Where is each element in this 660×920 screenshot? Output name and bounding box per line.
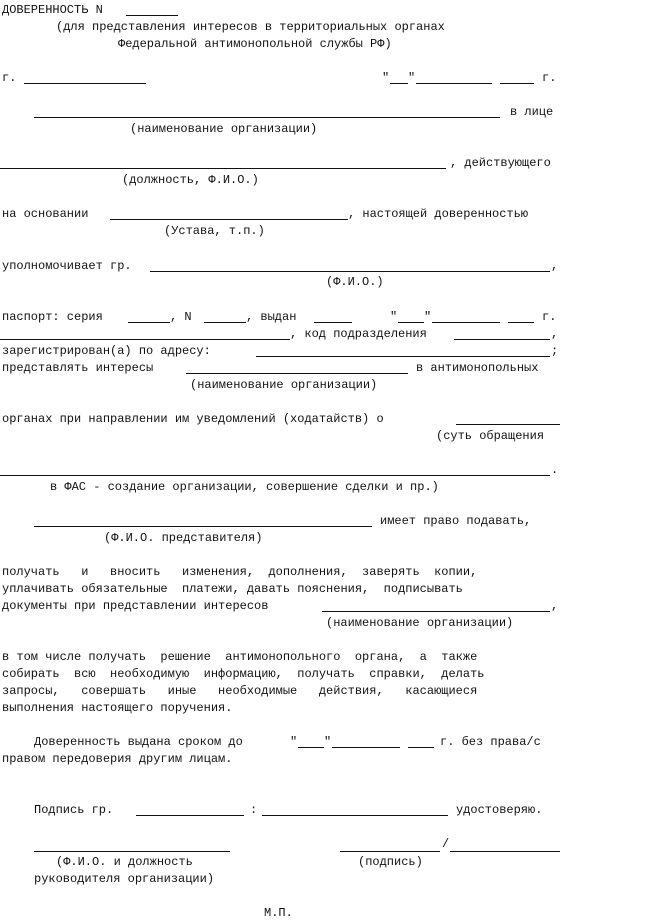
semicolon: ; xyxy=(551,344,559,358)
sign-caption: (подпись) xyxy=(358,855,423,869)
issued-by-field[interactable] xyxy=(314,322,352,323)
essence-field-2[interactable] xyxy=(0,475,550,476)
validity-label: Доверенность выдана сроком до xyxy=(34,735,243,749)
redelegation-label: правом передоверия другим лицам. xyxy=(2,752,233,766)
validity-month-field[interactable] xyxy=(332,747,400,748)
head-name-field[interactable] xyxy=(34,851,230,852)
issue-day-field[interactable] xyxy=(398,322,424,323)
position-fio-caption: (должность, Ф.И.О.) xyxy=(122,173,259,187)
issuing-authority-field[interactable] xyxy=(0,339,290,340)
document-number-field[interactable] xyxy=(126,15,178,16)
year-suffix: г. xyxy=(542,71,557,85)
dept-code-label: , код подразделения xyxy=(290,327,427,341)
passport-series-field[interactable] xyxy=(128,322,170,323)
certification-field[interactable] xyxy=(262,815,448,816)
colon: : xyxy=(250,803,258,817)
validity-quote-close: " xyxy=(324,735,332,749)
powers-line-2: уплачивать обязательные платежи, давать пояснения, подписывать xyxy=(2,582,463,596)
comma-3: , xyxy=(551,599,559,613)
passport-number-label: , N xyxy=(170,310,192,324)
represent-label: представлять интересы xyxy=(2,361,154,375)
bodies-line: органах при направлении им уведомлений (ходатайств) о xyxy=(2,412,384,426)
represented-org-field[interactable] xyxy=(186,373,408,374)
city-field[interactable] xyxy=(24,83,146,84)
subtitle-line-2: Федеральной антимонопольной службы РФ) xyxy=(118,37,392,51)
signature-of-label: Подпись гр. xyxy=(34,803,114,817)
organization-name-field[interactable] xyxy=(34,117,500,118)
org-name-caption-2: (наименование организации) xyxy=(190,378,378,392)
basis-field[interactable] xyxy=(110,219,348,220)
registered-label: зарегистрирован(а) по адресу: xyxy=(2,344,211,358)
city-prefix: г. xyxy=(2,71,17,85)
essence-caption: (суть обращения xyxy=(436,429,545,443)
certify-label: удостоверяю. xyxy=(456,803,543,817)
issue-year-suffix: г. xyxy=(542,310,557,324)
issue-date-quote-close: " xyxy=(424,310,432,324)
day-field[interactable] xyxy=(390,83,408,84)
in-antimonopoly-label: в антимонопольных xyxy=(416,361,539,375)
validity-quote-open: " xyxy=(290,735,298,749)
comma-2: , xyxy=(551,327,559,341)
dept-code-field[interactable] xyxy=(454,339,550,340)
representative-fio-field[interactable] xyxy=(150,271,550,272)
charter-caption: (Устава, т.п.) xyxy=(164,224,265,238)
date-quote-open: " xyxy=(382,71,390,85)
head-signature-decode-field[interactable] xyxy=(450,851,560,852)
comma-1: , xyxy=(551,259,559,273)
representative-name-field[interactable] xyxy=(34,526,372,527)
month-field[interactable] xyxy=(416,83,492,84)
rep-fio-caption: (Ф.И.О. представителя) xyxy=(104,531,263,545)
position-fio-field[interactable] xyxy=(0,168,446,169)
including-line-4: выполнения настоящего поручения. xyxy=(2,701,233,715)
issued-label: , выдан xyxy=(246,310,297,324)
passport-number-field[interactable] xyxy=(204,322,246,323)
issue-year-field[interactable] xyxy=(508,322,534,323)
including-line-3: запросы, совершать иные необходимые действия, касающиеся xyxy=(2,684,478,698)
signatory-field[interactable] xyxy=(136,815,244,816)
head-caption-2: руководителя организации) xyxy=(34,872,215,886)
powers-line-3: документы при представлении интересов xyxy=(2,599,269,613)
acting-label: , действующего xyxy=(450,156,551,170)
powers-line-1: получать и вносить изменения, дополнения, заверять копии, xyxy=(2,565,478,579)
right-to-submit-label: имеет право подавать, xyxy=(380,514,532,528)
org-name-caption-3: (наименование организации) xyxy=(326,616,514,630)
org-name-caption: (наименование организации) xyxy=(130,122,318,136)
represented-org-field-2[interactable] xyxy=(322,611,550,612)
essence-field-1[interactable] xyxy=(456,424,560,425)
on-basis-label: на основании xyxy=(2,207,89,221)
period-1: . xyxy=(551,463,559,477)
slash: / xyxy=(442,837,450,851)
address-field[interactable] xyxy=(256,356,550,357)
fas-caption: в ФАС - создание организации, совершение сделки и пр.) xyxy=(50,480,439,494)
validity-tail: г. без права/с xyxy=(440,735,541,749)
fio-caption: (Ф.И.О.) xyxy=(326,275,384,289)
date-quote-close: " xyxy=(408,71,416,85)
stamp-label: М.П. xyxy=(264,906,293,920)
head-signature-field[interactable] xyxy=(340,851,440,852)
authorizes-label: уполномочивает гр. xyxy=(2,259,132,273)
validity-day-field[interactable] xyxy=(298,747,324,748)
issue-month-field[interactable] xyxy=(432,322,500,323)
including-line-1: в том числе получать решение антимонопольного органа, а также xyxy=(2,650,478,664)
passport-series-label: паспорт: серия xyxy=(2,310,103,324)
year-field[interactable] xyxy=(500,83,534,84)
issue-date-quote-open: " xyxy=(390,310,398,324)
head-caption-1: (Ф.И.О. и должность xyxy=(56,855,193,869)
document-title: ДОВЕРЕННОСТЬ N xyxy=(2,3,103,17)
in-person-label: в лице xyxy=(510,105,554,119)
validity-year-field[interactable] xyxy=(408,747,434,748)
subtitle-line-1: (для представления интересов в территориальных органах xyxy=(56,20,445,34)
this-power-label: , настоящей доверенностью xyxy=(348,207,529,221)
including-line-2: собирать всю необходимую информацию, получать справки, делать xyxy=(2,667,485,681)
